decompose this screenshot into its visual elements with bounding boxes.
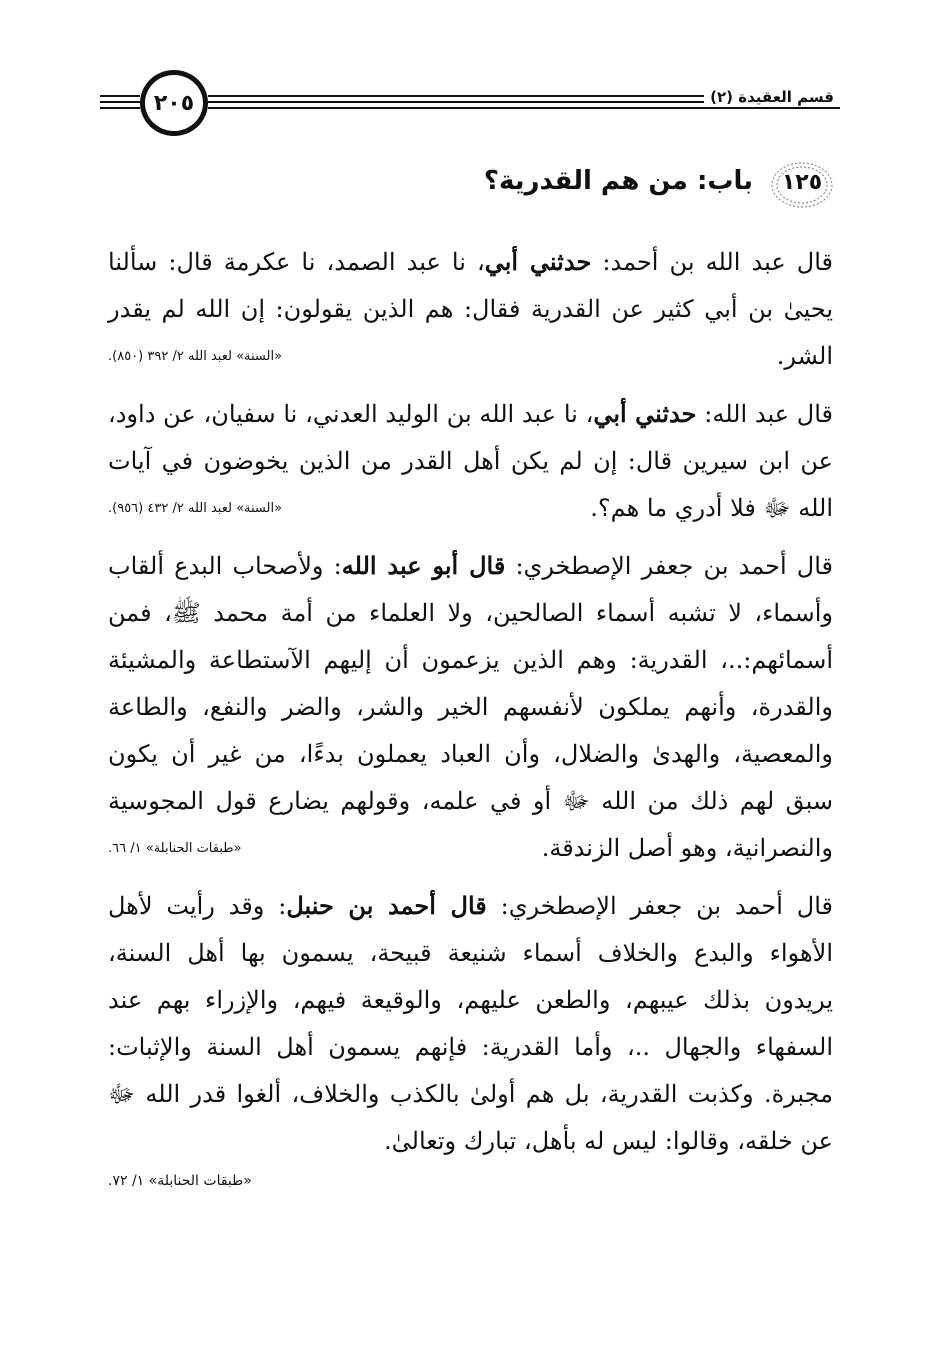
source-reference: «طبقات الحنابلة» ١/ ٧٢. xyxy=(108,1173,252,1189)
header-rule xyxy=(100,95,140,97)
paragraph-bold: قال أبو عبد الله xyxy=(341,551,506,580)
hadith-paragraph xyxy=(108,390,833,532)
source-reference: «السنة» لعبد الله ٢/ ٤٣٢ (٩٥٦). xyxy=(108,501,283,516)
hadith-paragraph xyxy=(108,882,833,1165)
source-reference: «السنة» لعبد الله ٢/ ٣٩٢ (٨٥٠). xyxy=(108,349,283,364)
paragraph-text: ، نا عبد الله بن الوليد العدني، نا سفيان، عن داود، عن ابن سيرين قال: إن لم يكن أهل القدر من الذين يخوضون في آيات الله ﷻ فلا أدري ما هم؟. xyxy=(108,400,833,522)
header-rule xyxy=(100,107,140,109)
source-reference: «طبقات الحنابلة» ١/ ٦٦. xyxy=(108,841,242,856)
paragraph-lead: قال أحمد بن جعفر الإصطخري: xyxy=(486,892,834,920)
paragraph-bold: قال أحمد بن حنبل xyxy=(286,891,487,920)
paragraph-bold: حدثني أبي xyxy=(484,247,592,276)
header-rule xyxy=(100,101,140,103)
hadith-paragraph xyxy=(108,542,833,872)
chapter-title: باب: من هم القدرية؟ xyxy=(483,166,753,196)
chapter-number-badge xyxy=(769,160,835,210)
paragraph-bold: حدثني أبي xyxy=(593,399,697,428)
paragraph-lead: قال أحمد بن جعفر الإصطخري: xyxy=(505,552,833,580)
section-title: قسم العقيدة (٢) xyxy=(704,88,840,106)
paragraph-lead: قال عبد الله بن أحمد: xyxy=(591,248,833,276)
page-body xyxy=(108,238,833,1193)
paragraph-lead: قال عبد الله: xyxy=(696,400,833,428)
chapter-number: ١٢٥ xyxy=(781,170,823,195)
hadith-paragraph xyxy=(108,238,833,380)
page-number: ٢٠٥ xyxy=(140,70,208,136)
paragraph-text: : وقد رأيت لأهل الأهواء والبدع والخلاف أسماء شنيعة قبيحة، يسمون بها أهل السنة، يريدون بذلك عيبهم، والطعن عليهم، والوقيعة فيهم، والإزراء بهم عند السفهاء والجهال ..، وأما القدرية: فإنهم يسمون أهل السنة والإثبات: مجبرة. وكذبت القدرية، بل هم أولىٰ بالكذب والخلاف، ألغوا قدر الله ﷻ عن خلقه، وقالوا: ليس له بأهل، تبارك وتعالىٰ. xyxy=(108,892,834,1155)
header-rule xyxy=(208,107,840,109)
paragraph-text: ، نا عبد الصمد، نا عكرمة قال: سألنا يحيىٰ بن أبي كثير عن القدرية فقال: هم الذين يقولون: إن الله لم يقدر الشر. xyxy=(108,248,833,370)
paragraph-text: : ولأصحاب البدع ألقاب وأسماء، لا تشبه أسماء الصالحين، ولا العلماء من أمة محمد ﷺ، فمن أسمائهم:..، القدرية: وهم الذين يزعمون أن إليهم الآستطاعة والمشيئة والقدرة، وأنهم يملكون لأنفسهم الخير والشر، والضر والنفع، والطاعة والمعصية، والهدىٰ والضلال، وأن العباد يعملون بدءًا، من غير أن يكون سبق لهم ذلك من الله ﷻ أو في علمه، وقولهم يضارع قول المجوسية والنصرانية، وهو أصل الزندقة. xyxy=(108,552,833,862)
running-header xyxy=(100,68,840,138)
